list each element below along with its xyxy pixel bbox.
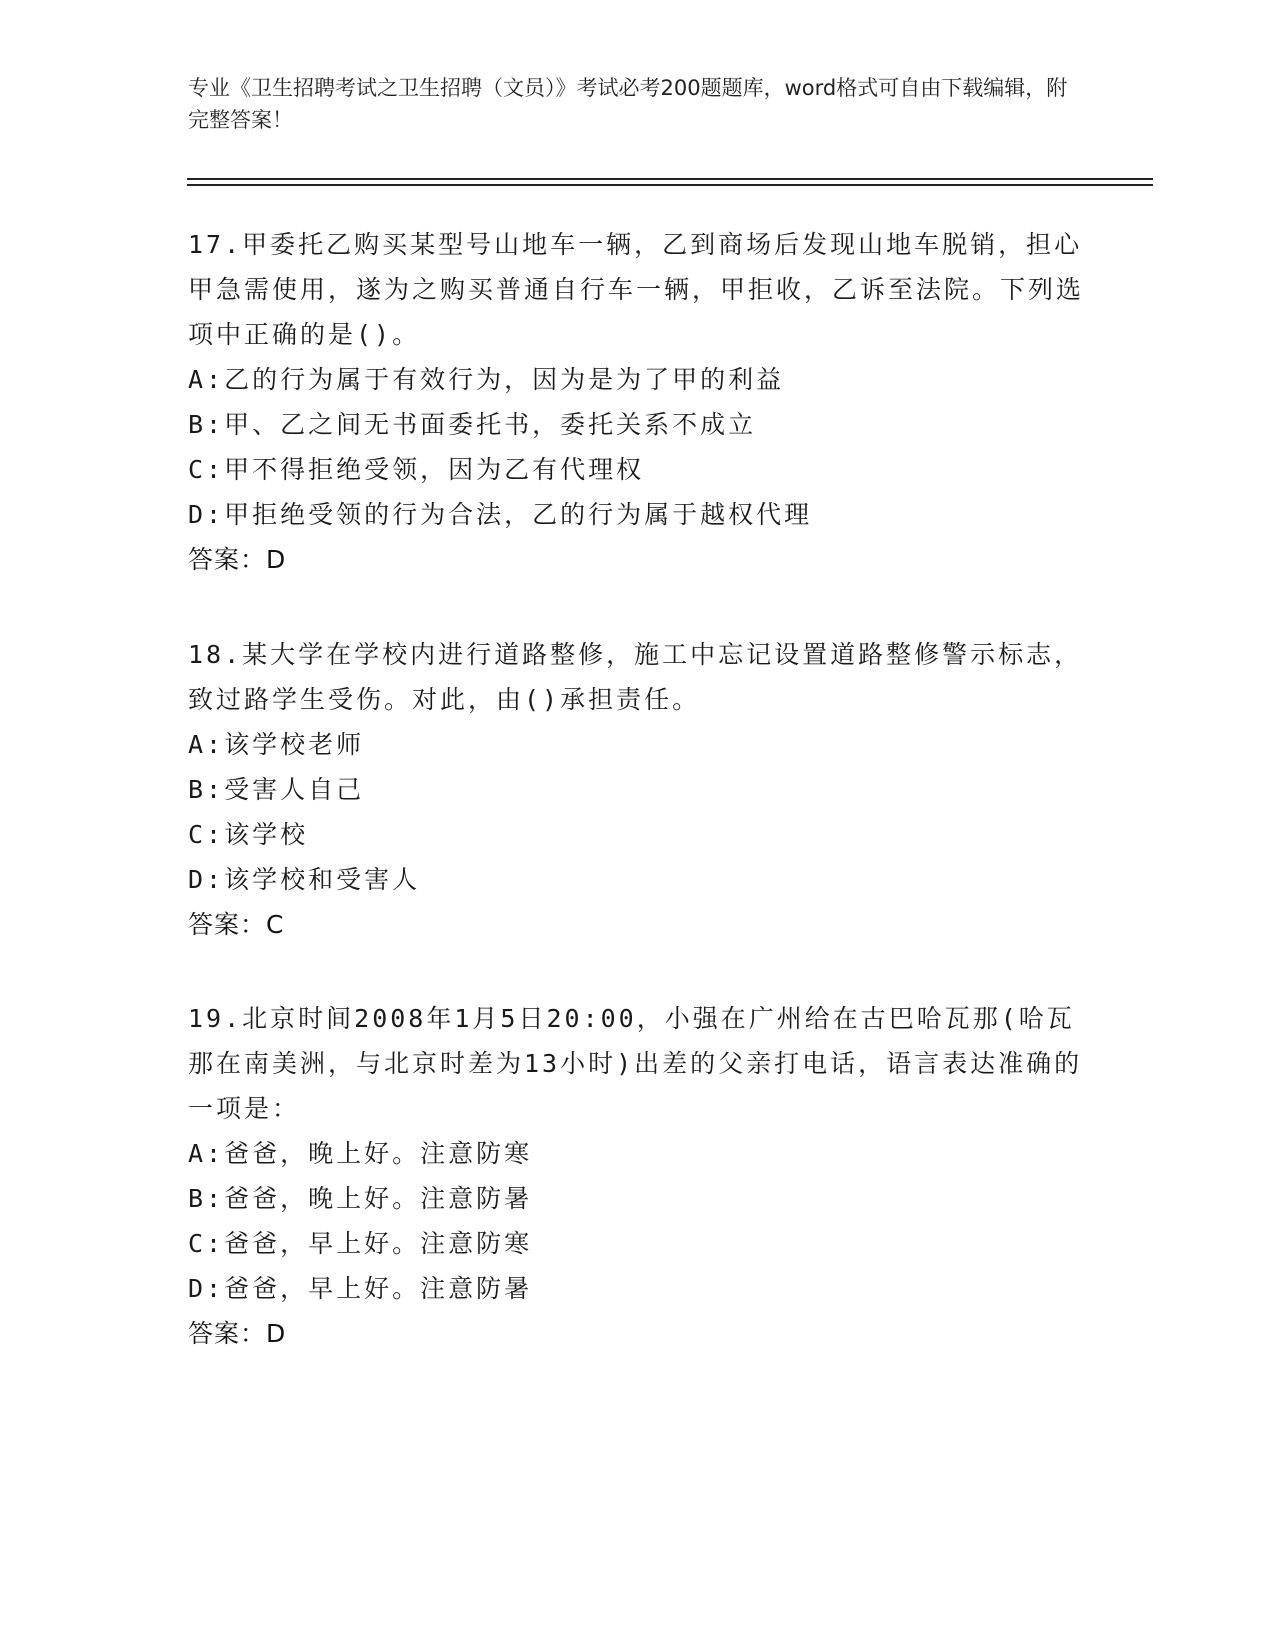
- header-divider-bottom: [187, 184, 1153, 186]
- option-d: D:该学校和受害人: [188, 865, 421, 894]
- question-17: [188, 222, 1088, 582]
- option-a: A:该学校老师: [188, 730, 365, 759]
- option-a: A:爸爸，晚上好。注意防寒: [188, 1139, 533, 1168]
- answer: 答案：D: [188, 545, 287, 574]
- document-header: 专业《卫生招聘考试之卫生招聘（文员）》考试必考200题题库，word格式可自由下载编辑，附完整答案！: [188, 76, 1068, 132]
- answer: 答案：D: [188, 1319, 287, 1348]
- question-text: 17.甲委托乙购买某型号山地车一辆，乙到商场后发现山地车脱销，担心甲急需使用，遂为之购买普通自行车一辆，甲拒收，乙诉至法院。下列选项中正确的是()。: [188, 230, 1085, 349]
- option-b: B:甲、乙之间无书面委托书，委托关系不成立: [188, 410, 757, 439]
- option-c: C:该学校: [188, 820, 309, 849]
- question-18: [188, 632, 1088, 947]
- option-d: D:爸爸，早上好。注意防暑: [188, 1274, 533, 1303]
- option-b: B:爸爸，晚上好。注意防暑: [188, 1184, 533, 1213]
- option-c: C:甲不得拒绝受领，因为乙有代理权: [188, 455, 645, 484]
- option-c: C:爸爸，早上好。注意防寒: [188, 1229, 533, 1258]
- header-divider-top: [187, 178, 1153, 180]
- question-text: 19.北京时间2008年1月5日20:00，小强在广州给在古巴哈瓦那(哈瓦那在南美洲，与北京时差为13小时)出差的父亲打电话，语言表达准确的一项是：: [188, 1004, 1083, 1123]
- option-d: D:甲拒绝受领的行为合法，乙的行为属于越权代理: [188, 500, 813, 529]
- question-19: [188, 996, 1088, 1356]
- question-text: 18.某大学在学校内进行道路整修，施工中忘记设置道路整修警示标志，致过路学生受伤。对此，由()承担责任。: [188, 640, 1083, 714]
- option-a: A:乙的行为属于有效行为，因为是为了甲的利益: [188, 365, 785, 394]
- answer: 答案：C: [188, 910, 285, 939]
- option-b: B:受害人自己: [188, 775, 365, 804]
